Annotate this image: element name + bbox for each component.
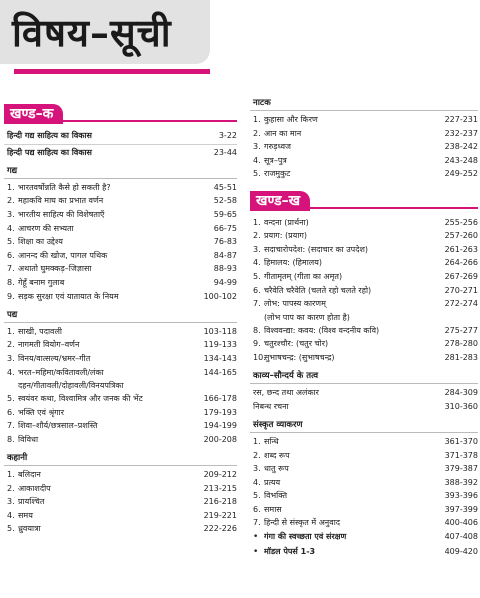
toc-entry[interactable]: 3. सदाचारोपदेश: (सदाचार का उपदेश) 261-263 bbox=[253, 244, 478, 254]
toc-entry[interactable]: 3. प्रायश्चित 216-218 bbox=[7, 497, 237, 507]
toc-entry[interactable]: 8. विविधा 200-208 bbox=[7, 434, 237, 444]
toc-entry[interactable]: 9. सड़क सुरक्षा एवं यातायात के नियम 100-102 bbox=[7, 291, 237, 301]
toc-entry[interactable]: 3. भारतीय साहित्य की विशेषताएँ 59-65 bbox=[7, 209, 237, 219]
toc-entry[interactable]: 10. सुभाषचन्द्र: (सुभाषचन्द्र) 281-283 bbox=[253, 352, 478, 362]
toc-entry[interactable]: 1. कुहासा और किरण 227-231 bbox=[253, 115, 478, 124]
toc-entry[interactable]: 6. चरैवेति चरैवेति (चलते रहो चलते रहो) 270-271 bbox=[253, 285, 478, 295]
section-heading-gadya: गद्य bbox=[7, 165, 18, 176]
toc-entry[interactable]: 2. आन का मान 232-237 bbox=[253, 128, 478, 138]
bullet-icon: • bbox=[253, 532, 259, 543]
toc-entry[interactable]: • मॉडल पेपर्स 1-3 409-420 bbox=[250, 546, 478, 558]
toc-entry[interactable]: 4. हिमालय: (हिमालय) 264-266 bbox=[253, 258, 478, 268]
toc-entry[interactable]: 8. विश्ववन्द्या: कवय: (विश्व वन्दनीय कवि) 275-277 bbox=[253, 325, 478, 335]
divider bbox=[4, 144, 237, 145]
toc-entry[interactable]: निबन्ध रचना 310-360 bbox=[253, 401, 478, 411]
khand-ka-label: खण्ड–क bbox=[4, 104, 63, 124]
section-heading-kahani: कहानी bbox=[7, 453, 28, 464]
toc-entry[interactable]: हिन्दी गद्य साहित्य का विकास 3-22 bbox=[7, 131, 237, 140]
toc-entry[interactable]: 7. शिवा–शौर्य/छत्रसाल–प्रशस्ति 194-199 bbox=[7, 421, 237, 431]
divider bbox=[250, 432, 478, 433]
toc-entry[interactable]: 1. बलिदान 209-212 bbox=[7, 470, 237, 480]
toc-entry[interactable]: 5. ध्रुवयात्रा 222-226 bbox=[7, 524, 237, 534]
section-heading-natak: नाटक bbox=[253, 98, 271, 108]
toc-entry[interactable]: 7. हिन्दी से संस्कृत में अनुवाद 400-406 bbox=[253, 518, 478, 528]
toc-entry[interactable]: 3. विनय/वात्सल्य/भ्रमर–गीत 134-143 bbox=[7, 353, 237, 363]
toc-entry[interactable]: 1. सन्धि 361-370 bbox=[253, 436, 478, 446]
toc-entry[interactable]: 6. भक्ति एवं श्रृंगार 179-193 bbox=[7, 407, 237, 417]
divider bbox=[250, 383, 478, 384]
toc-entry[interactable]: 1. साखी, पदावली 103-118 bbox=[7, 326, 237, 336]
left-column bbox=[4, 104, 237, 537]
toc-entry-continuation: दहन/गीतावली/दोहावली/विनयपत्रिका bbox=[18, 381, 124, 391]
toc-entry-continuation: (लोभ पाप का कारण होता है) bbox=[264, 312, 350, 322]
khand-kha-label: खण्ड–ख bbox=[250, 191, 310, 211]
toc-entry[interactable]: 5. स्वयंवर कथा, विश्वामित्र और जनक की भेंट 166-178 bbox=[7, 394, 237, 404]
divider bbox=[4, 178, 237, 179]
toc-entry[interactable]: 2. नागमती वियोग–वर्णन 119-133 bbox=[7, 340, 237, 350]
divider bbox=[4, 465, 237, 466]
toc-entry[interactable]: 2. महाकवि माघ का प्रभात वर्णन 52-58 bbox=[7, 196, 237, 206]
title-box bbox=[0, 0, 210, 64]
khand-kha-header bbox=[250, 191, 478, 209]
toc-entry[interactable]: 7. लोभ: पापस्य कारणम् 272-274 bbox=[253, 299, 478, 309]
khand-ka-header bbox=[4, 104, 237, 122]
toc-entry[interactable]: • गंगा की स्वच्छता एवं संरक्षण 407-408 bbox=[250, 531, 478, 543]
toc-entry[interactable]: रस, छन्द तथा अलंकार 284-309 bbox=[253, 388, 478, 398]
section-heading-padya: पद्य bbox=[7, 309, 18, 320]
page-title: विषय–सूची bbox=[12, 10, 172, 55]
toc-entry[interactable]: 3. गरुड़ध्वज 238-242 bbox=[253, 142, 478, 152]
toc-entry[interactable]: 2. शब्द रूप 371-378 bbox=[253, 450, 478, 460]
toc-entry[interactable]: 7. अथातो घुमक्कड़–जिज्ञासा 88-93 bbox=[7, 264, 237, 274]
toc-entry[interactable]: 6. आनन्द की खोज, पागल पथिक 84-87 bbox=[7, 250, 237, 260]
toc-entry[interactable]: 3. धातु रूप 379-387 bbox=[253, 464, 478, 474]
toc-entry[interactable]: 1. भारतवर्षोन्नति कैसे हो सकती है? 45-51 bbox=[7, 182, 237, 192]
right-column bbox=[250, 97, 478, 560]
toc-entry[interactable]: 4. समय 219-221 bbox=[7, 510, 237, 520]
title-underline bbox=[14, 69, 210, 74]
toc-entry[interactable]: 6. समास 397-399 bbox=[253, 504, 478, 514]
toc-entry[interactable]: 9. चतुरश्चौर: (चतुर चोर) 278-280 bbox=[253, 339, 478, 349]
divider bbox=[250, 110, 478, 111]
toc-entry[interactable]: 8. गेहूँ बनाम गुलाब 94-99 bbox=[7, 277, 237, 287]
toc-entry[interactable]: 2. आकाशदीप 213-215 bbox=[7, 483, 237, 493]
toc-entry[interactable]: हिन्दी पद्य साहित्य का विकास 23-44 bbox=[7, 147, 237, 157]
toc-entry[interactable]: 4. प्रत्यय 388-392 bbox=[253, 477, 478, 487]
toc-entry[interactable]: 2. प्रयाग: (प्रयाग) 257-260 bbox=[253, 231, 478, 241]
section-heading-vyakaran: संस्कृत व्याकरण bbox=[253, 419, 303, 430]
toc-entry[interactable]: 5. राजमुकुट 249-252 bbox=[253, 169, 478, 179]
toc-entry[interactable]: 5. शिक्षा का उद्देश्य 76-83 bbox=[7, 237, 237, 247]
toc-entry[interactable]: 5. गीतामृतम् (गीता का अमृत) 267-269 bbox=[253, 271, 478, 281]
toc-entry[interactable]: 4. सूत्र–पुत्र 243-248 bbox=[253, 155, 478, 165]
section-heading-kavya: काव्य–सौन्दर्य के तत्व bbox=[253, 371, 319, 382]
toc-entry[interactable]: 4. भरत–महिमा/कवितावली/लंका 144-165 bbox=[7, 367, 237, 377]
toc-entry[interactable]: 5. विभक्ति 393-396 bbox=[253, 491, 478, 501]
divider bbox=[4, 322, 237, 323]
toc-entry[interactable]: 1. वन्दना (प्रार्थना) 255-256 bbox=[253, 217, 478, 227]
bullet-icon: • bbox=[253, 546, 259, 557]
toc-entry[interactable]: 4. आचरण की सभ्यता 66-75 bbox=[7, 223, 237, 233]
